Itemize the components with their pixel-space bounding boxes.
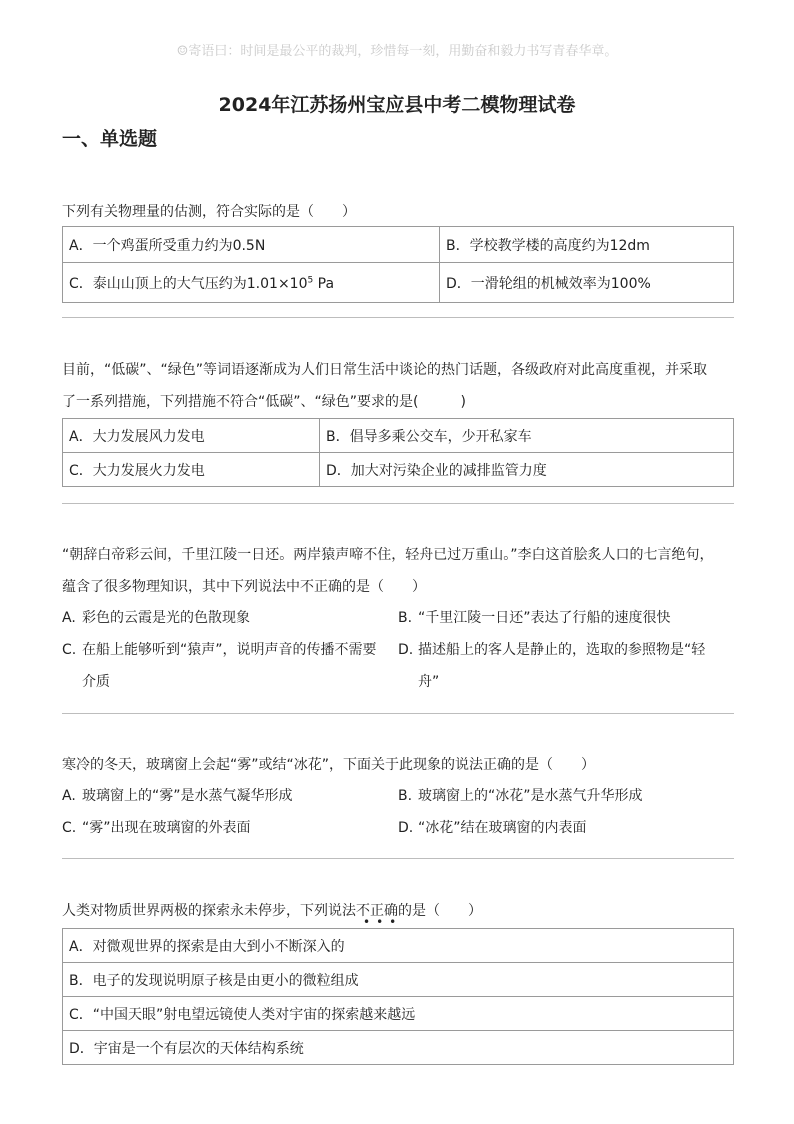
divider	[62, 503, 734, 504]
option-d[interactable]	[320, 453, 734, 487]
option-c-text: C．大力发展火力发电	[69, 462, 205, 479]
emphasis-dots: •••	[363, 915, 403, 929]
option-b[interactable]	[63, 963, 734, 997]
question-2-options	[62, 418, 734, 487]
question-3-stem-line-2: 蕴含了很多物理知识，其中下列说法中不正确的是（ ）	[62, 579, 426, 595]
option-b-key: B.	[398, 610, 413, 626]
option-a-text: A．对微观世界的探索是由大到小不断深入的	[69, 938, 345, 955]
option-c[interactable]	[63, 263, 440, 303]
option-c-text: “雾”出现在玻璃窗的外表面	[82, 820, 251, 836]
option-c-text: C．“中国天眼”射电望远镜使人类对宇宙的探索越来越远	[69, 1006, 416, 1023]
option-c-text: C．泰山山顶上的大气压约为1.01×10	[69, 275, 308, 292]
option-b-text: B．电子的发现说明原子核是由更小的微粒组成	[69, 972, 359, 989]
question-3-stem-line-1: “朝辞白帝彩云间，千里江陵一日还。两岸猿声啼不住，轻舟已过万重山。”李白这首脍炙人口的七言绝句，	[62, 547, 714, 563]
option-c[interactable]	[63, 997, 734, 1031]
section-heading: 一、单选题	[62, 128, 158, 150]
option-d-text: D．一滑轮组的机械效率为100%	[446, 275, 651, 292]
option-c[interactable]	[62, 812, 251, 844]
question-5-stem: 人类对物质世界两极的探索永未停步，下列说法不正确的是（ ）	[62, 903, 482, 919]
option-d[interactable]	[398, 634, 705, 698]
question-1-options	[62, 226, 734, 303]
option-b[interactable]	[398, 602, 671, 634]
option-c-key: C.	[62, 820, 77, 836]
option-d[interactable]	[63, 1031, 734, 1065]
option-c-key: C.	[62, 642, 77, 658]
option-b-text: 玻璃窗上的“冰花”是水蒸气升华形成	[418, 788, 643, 804]
option-a-text: A．大力发展风力发电	[69, 428, 205, 445]
option-c-text-line-1: 在船上能够听到“猿声”，说明声音的传播不需要	[82, 642, 377, 658]
option-b[interactable]	[320, 419, 734, 453]
motto-header: ☺寄语曰：时间是最公平的裁判，珍惜每一刻，用勤奋和毅力书写青春华章。	[176, 44, 618, 59]
option-b-text: B．倡导多乘公交车，少开私家车	[326, 428, 532, 445]
option-d-text: D．加大对污染企业的减排监管力度	[326, 462, 547, 479]
option-a[interactable]	[63, 929, 734, 963]
option-b[interactable]	[398, 780, 643, 812]
option-d-text: D．宇宙是一个有层次的天体结构系统	[69, 1040, 304, 1057]
option-d-text-line-2: 舟”	[418, 674, 440, 690]
option-c-unit: Pa	[313, 275, 335, 292]
option-a-text: 玻璃窗上的“雾”是水蒸气凝华形成	[82, 788, 293, 804]
divider	[62, 713, 734, 714]
option-a-text: A．一个鸡蛋所受重力约为0.5N	[69, 237, 266, 254]
option-b-text: “千里江陵一日还”表达了行船的速度很快	[418, 610, 671, 626]
option-c[interactable]	[62, 634, 377, 698]
page-title: 2024年江苏扬州宝应县中考二模物理试卷	[218, 94, 576, 116]
option-a-key: A.	[62, 610, 76, 626]
question-1-stem: 下列有关物理量的估测，符合实际的是（ ）	[62, 204, 356, 220]
divider	[62, 858, 734, 859]
option-a[interactable]	[63, 419, 320, 453]
option-d-text-line-1: 描述船上的客人是静止的，选取的参照物是“轻	[418, 642, 706, 658]
option-b-text: B．学校教学楼的高度约为12dm	[446, 237, 650, 254]
option-d-text: “冰花”结在玻璃窗的内表面	[418, 820, 587, 836]
divider	[62, 317, 734, 318]
option-a[interactable]	[62, 602, 250, 634]
question-4-stem: 寒冷的冬天，玻璃窗上会起“雾”或结“冰花”，下面关于此现象的说法正确的是（ ）	[62, 757, 596, 773]
option-b-key: B.	[398, 788, 413, 804]
option-b[interactable]	[440, 227, 734, 263]
option-a-key: A.	[62, 788, 76, 804]
option-c-text-line-2: 介质	[82, 674, 110, 690]
option-d[interactable]	[440, 263, 734, 303]
question-2-stem-line-2: 了一系列措施，下列措施不符合“低碳”、“绿色”要求的是( )	[62, 394, 466, 410]
option-c[interactable]	[63, 453, 320, 487]
option-a-text: 彩色的云霞是光的色散现象	[82, 610, 250, 626]
question-2-stem-line-1: 目前，“低碳”、“绿色”等词语逐渐成为人们日常生活中谈论的热门话题，各级政府对此高度重视，并采取	[62, 362, 708, 378]
option-d-key: D.	[398, 642, 414, 658]
option-a[interactable]	[62, 780, 293, 812]
question-5-options	[62, 928, 734, 1065]
option-a[interactable]	[63, 227, 440, 263]
option-d[interactable]	[398, 812, 587, 844]
option-d-key: D.	[398, 820, 414, 836]
question-3-stem	[62, 539, 734, 603]
question-2-stem	[62, 354, 734, 418]
option-c-exponent: 5	[307, 274, 314, 285]
